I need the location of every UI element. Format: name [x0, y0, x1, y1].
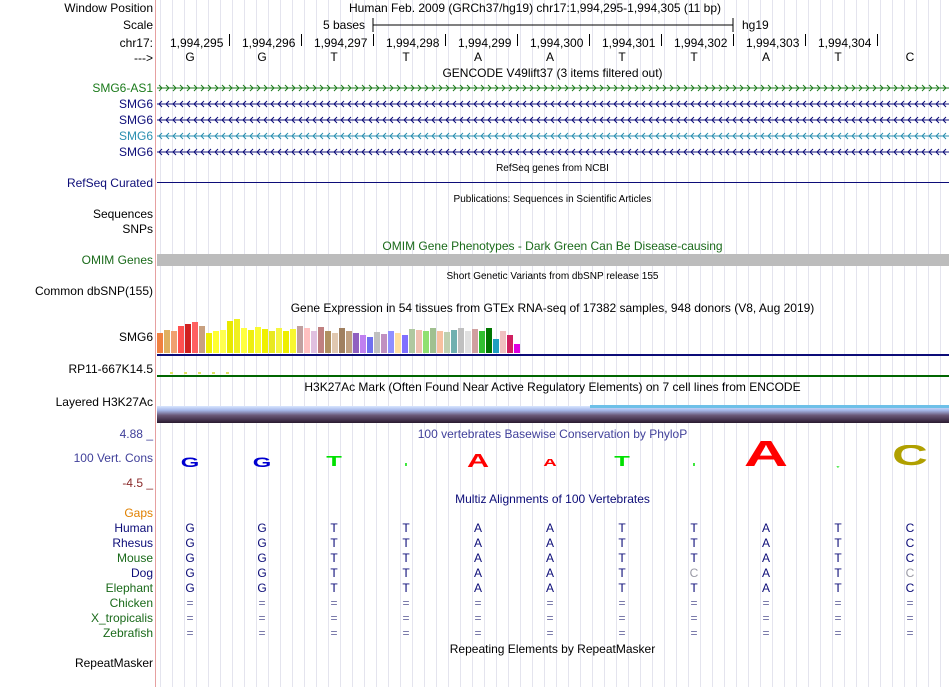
gtex-tissue-bar[interactable] — [227, 321, 233, 353]
alignment-base: G — [257, 551, 267, 565]
alignment-base: A — [761, 581, 770, 595]
gtex-tissue-bar[interactable] — [185, 324, 191, 353]
alignment-base: A — [473, 536, 482, 550]
gtex-tissue-bar[interactable] — [409, 329, 415, 353]
gencode-gene-label[interactable]: SMG6-AS1 — [92, 81, 153, 95]
base-letter: T — [690, 50, 698, 64]
alignment-base: G — [185, 521, 195, 535]
coordinate-tick — [301, 34, 302, 46]
gtex-tissue-bar[interactable] — [332, 333, 338, 353]
h3k27ac-track-title[interactable]: H3K27Ac Mark (Often Found Near Active Regulatory Elements) on 7 cell lines from ENCODE — [304, 380, 801, 394]
gtex-tissue-bar[interactable] — [402, 335, 408, 353]
phylop-letter: T — [690, 463, 698, 468]
gtex-tissue-bar[interactable] — [430, 328, 436, 353]
gencode-gene-line[interactable] — [157, 98, 949, 110]
alignment-base: = — [906, 596, 914, 610]
gtex-tissue-bar[interactable] — [374, 332, 380, 353]
gtex-tissue-bar[interactable] — [339, 328, 345, 353]
alignment-base: G — [185, 581, 195, 595]
alignment-base: T — [402, 536, 410, 550]
alignment-base: T — [834, 521, 842, 535]
coordinate-tick — [229, 34, 230, 46]
alignment-base: T — [618, 551, 626, 565]
coordinate-label: 1,994,301 — [602, 36, 656, 50]
gtex-rp11-line — [157, 375, 949, 377]
alignment-base: A — [473, 521, 482, 535]
refseq-track-title[interactable]: RefSeq genes from NCBI — [496, 163, 609, 174]
base-letter: T — [618, 50, 626, 64]
species-label[interactable]: Zebrafish — [102, 626, 153, 640]
gtex-tissue-bar[interactable] — [381, 334, 387, 353]
alignment-base: G — [257, 566, 267, 580]
multiz-track-title[interactable]: Multiz Alignments of 100 Vertebrates — [455, 492, 650, 506]
gtex-tissue-bar[interactable] — [241, 328, 247, 353]
alignment-base: T — [402, 566, 410, 580]
alignment-base: A — [473, 551, 482, 565]
gtex-tissue-bar[interactable] — [367, 337, 373, 353]
gtex-tissue-bar[interactable] — [234, 319, 240, 353]
phylop-track-title[interactable]: 100 vertebrates Basewise Conservation by PhyloP — [417, 427, 688, 441]
scale-text: 5 bases — [323, 18, 366, 32]
gtex-tissue-bar[interactable] — [458, 328, 464, 353]
alignment-base: T — [690, 551, 698, 565]
coordinate-tick — [733, 34, 734, 46]
publications-track-title[interactable]: Publications: Sequences in Scientific Articles — [453, 194, 652, 205]
alignment-base: = — [258, 611, 266, 625]
omim-track-title[interactable]: OMIM Gene Phenotypes - Dark Green Can Be Disease-causing — [382, 239, 723, 253]
base-letter: A — [761, 50, 770, 64]
alignment-base: = — [834, 596, 842, 610]
coordinate-label: 1,994,304 — [818, 36, 872, 50]
refseq-gene-line[interactable] — [157, 182, 949, 183]
coordinate-tick — [805, 34, 806, 46]
alignment-base: = — [258, 626, 266, 640]
gtex-tissue-bar[interactable] — [514, 344, 520, 353]
alignment-base: T — [330, 551, 338, 565]
coordinate-label: 1,994,295 — [170, 36, 224, 50]
alignment-base: = — [258, 596, 266, 610]
alignment-base: = — [546, 611, 554, 625]
gtex-tissue-bar[interactable] — [290, 329, 296, 353]
gtex-tissue-bar[interactable] — [353, 333, 359, 353]
base-letter: A — [545, 50, 554, 64]
coordinate-label: 1,994,300 — [530, 36, 584, 50]
phylop-max: 4.88 _ — [119, 427, 153, 441]
alignment-base: T — [690, 536, 698, 550]
alignment-base: T — [618, 536, 626, 550]
gtex-tissue-bar[interactable] — [507, 335, 513, 353]
alignment-base: G — [257, 536, 267, 550]
coordinate-label: 1,994,302 — [674, 36, 728, 50]
coordinate-tick — [589, 34, 590, 46]
alignment-base: = — [834, 626, 842, 640]
alignment-base: C — [905, 521, 915, 535]
gtex-tissue-bar[interactable] — [437, 331, 443, 353]
gtex-tissue-bar[interactable] — [388, 331, 394, 353]
alignment-base: = — [906, 626, 914, 640]
alignment-base: = — [906, 611, 914, 625]
alignment-base: = — [186, 626, 194, 640]
alignment-base: A — [761, 536, 770, 550]
phylop-label[interactable]: 100 Vert. Cons — [73, 451, 153, 465]
species-label[interactable]: Rhesus — [112, 536, 153, 550]
base-letter: A — [473, 50, 482, 64]
alignment-base: = — [402, 626, 410, 640]
coordinate-tick — [661, 34, 662, 46]
coordinate-label: 1,994,298 — [386, 36, 440, 50]
alignment-base: T — [834, 551, 842, 565]
alignment-base: = — [546, 596, 554, 610]
scale-label: Scale — [122, 18, 153, 32]
h3k27ac-signal[interactable] — [157, 406, 949, 423]
alignment-base: C — [689, 566, 699, 580]
alignment-base: T — [618, 566, 626, 580]
alignment-base: C — [905, 551, 915, 565]
gencode-gene-label[interactable]: SMG6 — [118, 97, 153, 111]
alignment-base: = — [762, 626, 770, 640]
alignment-base: G — [257, 581, 267, 595]
alignment-base: = — [474, 626, 482, 640]
alignment-base: T — [690, 581, 698, 595]
alignment-base: A — [545, 566, 554, 580]
gtex-label-smg6[interactable]: SMG6 — [118, 330, 153, 344]
repeatmasker-label[interactable]: RepeatMasker — [74, 656, 153, 670]
dbsnp-track-title[interactable]: Short Genetic Variants from dbSNP release 155 — [446, 271, 659, 282]
gtex-tissue-bar[interactable] — [199, 326, 205, 353]
gtex-tissue-bar[interactable] — [318, 327, 324, 353]
alignment-base: = — [690, 596, 698, 610]
coordinate-label: 1,994,303 — [746, 36, 800, 50]
repeatmasker-track-title[interactable]: Repeating Elements by RepeatMasker — [449, 642, 656, 656]
gtex-tissue-bar[interactable] — [178, 326, 184, 353]
gtex-tissue-bar[interactable] — [500, 331, 506, 353]
gtex-tissue-bar[interactable] — [486, 328, 492, 353]
refseq-label[interactable]: RefSeq Curated — [66, 176, 153, 190]
alignment-base: A — [545, 536, 554, 550]
alignment-base: T — [330, 521, 338, 535]
alignment-base: = — [474, 611, 482, 625]
gtex-tissue-bar[interactable] — [360, 335, 366, 353]
phylop-letter: G — [252, 457, 272, 468]
label-separator — [155, 0, 156, 687]
phylop-letter: T — [326, 456, 342, 468]
gtex-tissue-bar[interactable] — [444, 332, 450, 353]
phylop-letter: A — [543, 459, 557, 468]
coordinate-label: 1,994,296 — [242, 36, 296, 50]
gtex-tissue-bar[interactable] — [479, 331, 485, 353]
alignment-base: = — [762, 596, 770, 610]
alignment-base: T — [402, 581, 410, 595]
species-label[interactable]: Chicken — [109, 596, 153, 610]
strand-label: ---> — [134, 51, 153, 65]
alignment-base: = — [618, 611, 626, 625]
alignment-base: G — [257, 521, 267, 535]
gtex-tissue-bar[interactable] — [164, 330, 170, 353]
alignment-base: C — [905, 536, 915, 550]
phylop-letter: C — [892, 445, 928, 468]
alignment-base: T — [402, 551, 410, 565]
coordinate-label: 1,994,299 — [458, 36, 512, 50]
alignment-base: T — [618, 581, 626, 595]
species-label[interactable]: X_tropicalis — [90, 611, 153, 625]
phylop-letter: T — [836, 466, 840, 468]
alignment-base: T — [834, 536, 842, 550]
alignment-base: T — [690, 521, 698, 535]
gtex-tissue-bar[interactable] — [311, 331, 317, 353]
alignment-base: T — [834, 566, 842, 580]
phylop-letter: A — [466, 454, 490, 468]
gtex-tissue-bar[interactable] — [255, 327, 261, 353]
alignment-base: A — [761, 551, 770, 565]
coordinate-tick — [517, 34, 518, 46]
alignment-base: = — [186, 611, 194, 625]
gtex-smg6-line — [157, 354, 949, 356]
gtex-rp11-ticks — [170, 372, 230, 374]
base-letter: T — [330, 50, 338, 64]
gtex-tissue-bar[interactable] — [472, 329, 478, 353]
species-label[interactable]: Elephant — [105, 581, 153, 595]
base-letter: G — [185, 50, 195, 64]
phylop-min: -4.5 _ — [122, 476, 153, 490]
gtex-tissue-bar[interactable] — [220, 330, 226, 353]
alignment-base: = — [546, 626, 554, 640]
alignment-base: A — [473, 566, 482, 580]
phylop-letter: T — [614, 456, 630, 468]
coordinate-tick — [445, 34, 446, 46]
gencode-gene-line[interactable] — [157, 114, 949, 126]
alignment-base: = — [402, 596, 410, 610]
phylop-letter: G — [180, 457, 200, 468]
gencode-track-title[interactable]: GENCODE V49lift37 (3 items filtered out) — [442, 66, 663, 80]
base-letter: T — [402, 50, 410, 64]
snps-label[interactable]: SNPs — [122, 222, 153, 236]
species-label[interactable]: Dog — [130, 566, 153, 580]
alignment-base: C — [905, 581, 915, 595]
alignment-base: A — [545, 551, 554, 565]
coordinate-tick — [877, 34, 878, 46]
omim-label[interactable]: OMIM Genes — [81, 253, 153, 267]
alignment-base: = — [330, 611, 338, 625]
gtex-track-title[interactable]: Gene Expression in 54 tissues from GTEx RNA-seq of 17382 samples, 948 donors (V8, Aug 2019) — [290, 301, 815, 315]
alignment-base: = — [762, 611, 770, 625]
alignment-base: A — [761, 566, 770, 580]
gtex-tissue-bar[interactable] — [171, 331, 177, 353]
gtex-tissue-bar[interactable] — [248, 330, 254, 353]
coordinate-tick — [373, 34, 374, 46]
alignment-base: T — [834, 581, 842, 595]
alignment-base: T — [330, 536, 338, 550]
dbsnp-label[interactable]: Common dbSNP(155) — [34, 284, 153, 298]
gtex-tissue-bar[interactable] — [423, 331, 429, 353]
gtex-tissue-bar[interactable] — [416, 330, 422, 353]
alignment-base: = — [474, 596, 482, 610]
species-label[interactable]: Mouse — [116, 551, 153, 565]
gtex-tissue-bar[interactable] — [157, 333, 163, 353]
alignment-base: = — [618, 596, 626, 610]
browser-title: Human Feb. 2009 (GRCh37/hg19) chr17:1,994,295-1,994,305 (11 bp) — [349, 1, 722, 15]
alignment-base: A — [545, 581, 554, 595]
alignment-base: T — [402, 521, 410, 535]
scale-bar — [372, 18, 736, 32]
alignment-base: = — [186, 596, 194, 610]
phylop-letter: T — [402, 463, 410, 468]
alignment-base: A — [761, 521, 770, 535]
gtex-tissue-bar[interactable] — [269, 331, 275, 353]
alignment-base: A — [545, 521, 554, 535]
gencode-gene-line[interactable] — [157, 146, 949, 158]
gtex-tissue-bar[interactable] — [192, 322, 198, 353]
gtex-tissue-bar[interactable] — [297, 326, 303, 353]
base-letter: G — [257, 50, 267, 64]
gtex-label-rp11[interactable]: RP11-667K14.5 — [68, 362, 153, 376]
gencode-gene-label[interactable]: SMG6 — [118, 113, 153, 127]
alignment-base: A — [473, 581, 482, 595]
alignment-base: = — [330, 626, 338, 640]
gencode-gene-label[interactable]: SMG6 — [118, 129, 153, 143]
gencode-gene-line[interactable] — [157, 82, 949, 94]
alignment-base: = — [618, 626, 626, 640]
alignment-base: T — [330, 566, 338, 580]
alignment-base: G — [185, 536, 195, 550]
gtex-tissue-bar[interactable] — [304, 328, 310, 353]
chrom-label: chr17: — [119, 36, 153, 50]
alignment-base: T — [618, 521, 626, 535]
alignment-base: C — [905, 566, 915, 580]
alignment-base: G — [185, 551, 195, 565]
window-position-label: Window Position — [64, 1, 153, 15]
h3k27ac-cyan-peak — [590, 405, 949, 408]
gencode-gene-label[interactable]: SMG6 — [118, 145, 153, 159]
alignment-base: = — [402, 611, 410, 625]
coordinate-label: 1,994,297 — [314, 36, 368, 50]
gencode-gene-line[interactable] — [157, 130, 949, 142]
gtex-tissue-bar[interactable] — [346, 331, 352, 353]
assembly-label: hg19 — [742, 18, 769, 32]
base-letter: T — [834, 50, 842, 64]
gtex-tissue-bar[interactable] — [395, 333, 401, 353]
gtex-tissue-bar[interactable] — [206, 333, 212, 353]
alignment-base: = — [330, 596, 338, 610]
gtex-tissue-bar[interactable] — [283, 331, 289, 353]
alignment-base: = — [690, 611, 698, 625]
sequences-label[interactable]: Sequences — [92, 207, 153, 221]
alignment-base: G — [185, 566, 195, 580]
gaps-label: Gaps — [124, 506, 153, 520]
species-label[interactable]: Human — [114, 521, 153, 535]
phylop-letter: A — [743, 439, 789, 468]
alignment-base: = — [834, 611, 842, 625]
gtex-tissue-bar[interactable] — [325, 331, 331, 353]
gtex-tissue-bar[interactable] — [213, 331, 219, 353]
base-letter: C — [905, 50, 915, 64]
gtex-tissue-bar[interactable] — [465, 331, 471, 353]
omim-gene-bar[interactable] — [157, 254, 949, 266]
alignment-base: T — [330, 581, 338, 595]
gtex-tissue-bar[interactable] — [276, 328, 282, 353]
gtex-tissue-bar[interactable] — [493, 339, 499, 353]
alignment-base: = — [690, 626, 698, 640]
gtex-tissue-bar[interactable] — [262, 329, 268, 353]
gtex-tissue-bar[interactable] — [451, 330, 457, 353]
h3k27ac-label[interactable]: Layered H3K27Ac — [55, 395, 153, 409]
